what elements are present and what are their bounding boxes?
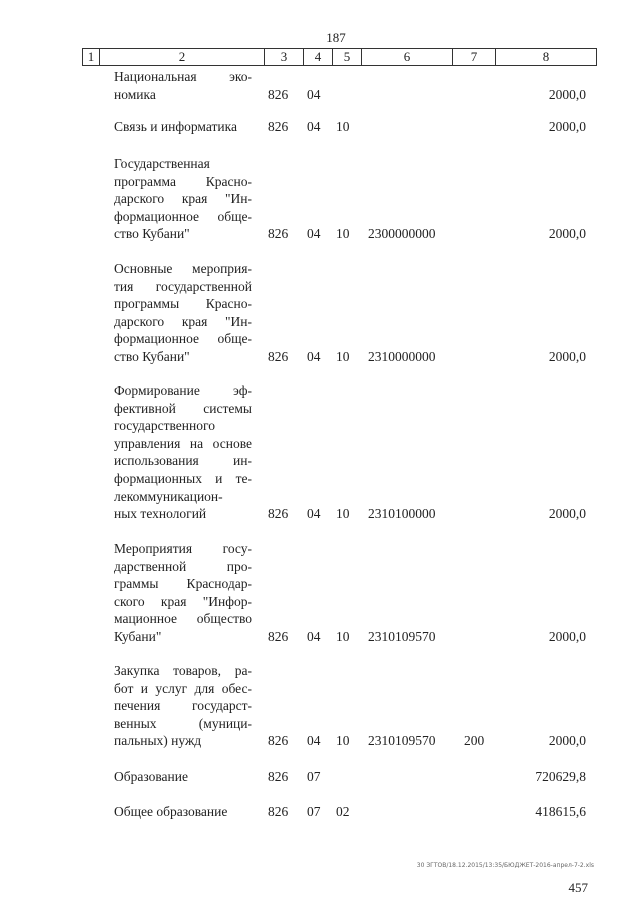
row-name xyxy=(114,260,252,366)
row-name-line: мационное общество xyxy=(114,611,252,627)
table-row xyxy=(0,118,640,136)
row-col8: 2000,0 xyxy=(548,506,586,522)
row-col8: 2000,0 xyxy=(548,733,586,749)
header-col-5: 5 xyxy=(333,49,362,66)
row-name-line: Мероприятия госу- xyxy=(114,541,252,556)
row-col3: 826 xyxy=(268,86,289,102)
row-name-line: Национальная эко- xyxy=(114,69,252,84)
row-col3: 826 xyxy=(268,629,289,644)
row-col8: 418615,6 xyxy=(535,804,586,819)
row-name-line: лекоммуникацион- xyxy=(114,488,223,504)
table-row xyxy=(0,155,640,243)
row-col4: 07 xyxy=(307,804,321,819)
table-row xyxy=(0,540,640,646)
row-col3: 826 xyxy=(268,769,289,784)
row-name-line: программы Красно- xyxy=(114,296,252,312)
row-name xyxy=(114,768,252,786)
row-col4: 04 xyxy=(307,506,321,522)
row-name-line: формационных и те- xyxy=(114,470,252,486)
row-col8: 2000,0 xyxy=(548,629,586,644)
row-col5: 10 xyxy=(336,733,350,749)
header-col-4: 4 xyxy=(304,49,333,66)
table-row xyxy=(0,662,640,750)
row-col3: 826 xyxy=(268,506,289,522)
row-name-line: Общее образование xyxy=(114,804,228,819)
row-col3: 826 xyxy=(268,733,289,749)
row-name-line: Формирование эф- xyxy=(114,383,252,398)
row-name-line: управления на основе xyxy=(114,435,252,451)
header-col-7: 7 xyxy=(453,49,496,66)
row-col8: 2000,0 xyxy=(548,349,586,364)
row-name-line: венных (муници- xyxy=(114,715,252,731)
row-col8: 2000,0 xyxy=(548,226,586,242)
page-number-top: 187 xyxy=(326,30,346,45)
row-name-line: дарственной про- xyxy=(114,558,252,574)
row-col5: 02 xyxy=(336,804,350,819)
row-name-line: формационное обще- xyxy=(114,331,252,347)
row-name-line: Государственная xyxy=(114,156,210,171)
row-name-line: Связь и информатика xyxy=(114,119,237,134)
row-name-line: печения государст- xyxy=(114,698,252,714)
row-name-line: Кубани" xyxy=(114,628,162,644)
header-col-1: 1 xyxy=(83,49,100,66)
row-name-line: дарского края "Ин- xyxy=(114,313,252,329)
row-col6: 2310100000 xyxy=(368,506,436,522)
row-name xyxy=(114,155,252,243)
row-name xyxy=(114,382,252,523)
row-name-line: формационное обще- xyxy=(114,208,252,224)
row-col5: 10 xyxy=(336,629,350,644)
row-name xyxy=(114,68,252,103)
page-number-bottom: 457 xyxy=(568,880,588,895)
row-name-line: бот и услуг для обес- xyxy=(114,680,252,696)
row-col6: 2310109570 xyxy=(368,733,436,749)
row-col3: 826 xyxy=(268,349,289,364)
row-col7: 200 xyxy=(464,733,485,749)
row-col6: 2310000000 xyxy=(368,349,436,364)
row-col4: 04 xyxy=(307,226,321,242)
row-name-line: ство Кубани" xyxy=(114,348,190,364)
row-col6: 2300000000 xyxy=(368,226,436,242)
row-name-line: номика xyxy=(114,86,156,102)
row-col4: 04 xyxy=(307,119,321,134)
row-col6: 2310109570 xyxy=(368,629,436,644)
row-col4: 04 xyxy=(307,349,321,364)
row-name-line: государственного xyxy=(114,418,215,434)
table-row xyxy=(0,260,640,366)
row-col8: 720629,8 xyxy=(535,769,586,784)
row-name-line: Образование xyxy=(114,769,188,784)
header-col-3: 3 xyxy=(265,49,304,66)
header-col-6: 6 xyxy=(362,49,453,66)
row-col4: 04 xyxy=(307,86,321,102)
row-name-line: фективной системы xyxy=(114,400,252,416)
row-name xyxy=(114,803,252,821)
row-name-line: ство Кубани" xyxy=(114,226,190,242)
row-col4: 07 xyxy=(307,769,321,784)
row-col5: 10 xyxy=(336,119,350,134)
footer-file-stamp: 30 ЗГТОВ/18.12.2015/13:35/БЮДЖЕТ-2016-апрел-7-2.xls xyxy=(416,862,594,869)
row-col4: 04 xyxy=(307,629,321,644)
row-name xyxy=(114,118,252,136)
row-name-line: ского края "Инфор- xyxy=(114,593,252,609)
row-name-line: дарского края "Ин- xyxy=(114,191,252,207)
row-col4: 04 xyxy=(307,733,321,749)
row-col8: 2000,0 xyxy=(548,86,586,102)
table-row xyxy=(0,803,640,821)
row-col5: 10 xyxy=(336,226,350,242)
row-name xyxy=(114,662,252,750)
row-name-line: пальных) нужд xyxy=(114,733,202,749)
table-row xyxy=(0,68,640,103)
row-col5: 10 xyxy=(336,506,350,522)
row-col8: 2000,0 xyxy=(548,119,586,134)
row-col5: 10 xyxy=(336,349,350,364)
row-name-line: Основные мероприя- xyxy=(114,261,252,276)
row-name-line: тия государственной xyxy=(114,278,252,294)
row-name-line: использования ин- xyxy=(114,453,252,469)
table-row xyxy=(0,768,640,786)
row-name xyxy=(114,540,252,646)
row-col3: 826 xyxy=(268,226,289,242)
row-col3: 826 xyxy=(268,119,289,134)
row-name-line: граммы Краснодар- xyxy=(114,576,252,592)
header-col-2: 2 xyxy=(100,49,265,66)
header-col-8: 8 xyxy=(496,49,597,66)
row-col3: 826 xyxy=(268,804,289,819)
table-row xyxy=(0,382,640,523)
row-name-line: ных технологий xyxy=(114,506,207,522)
row-name-line: Закупка товаров, ра- xyxy=(114,663,252,678)
row-name-line: программа Красно- xyxy=(114,173,252,189)
